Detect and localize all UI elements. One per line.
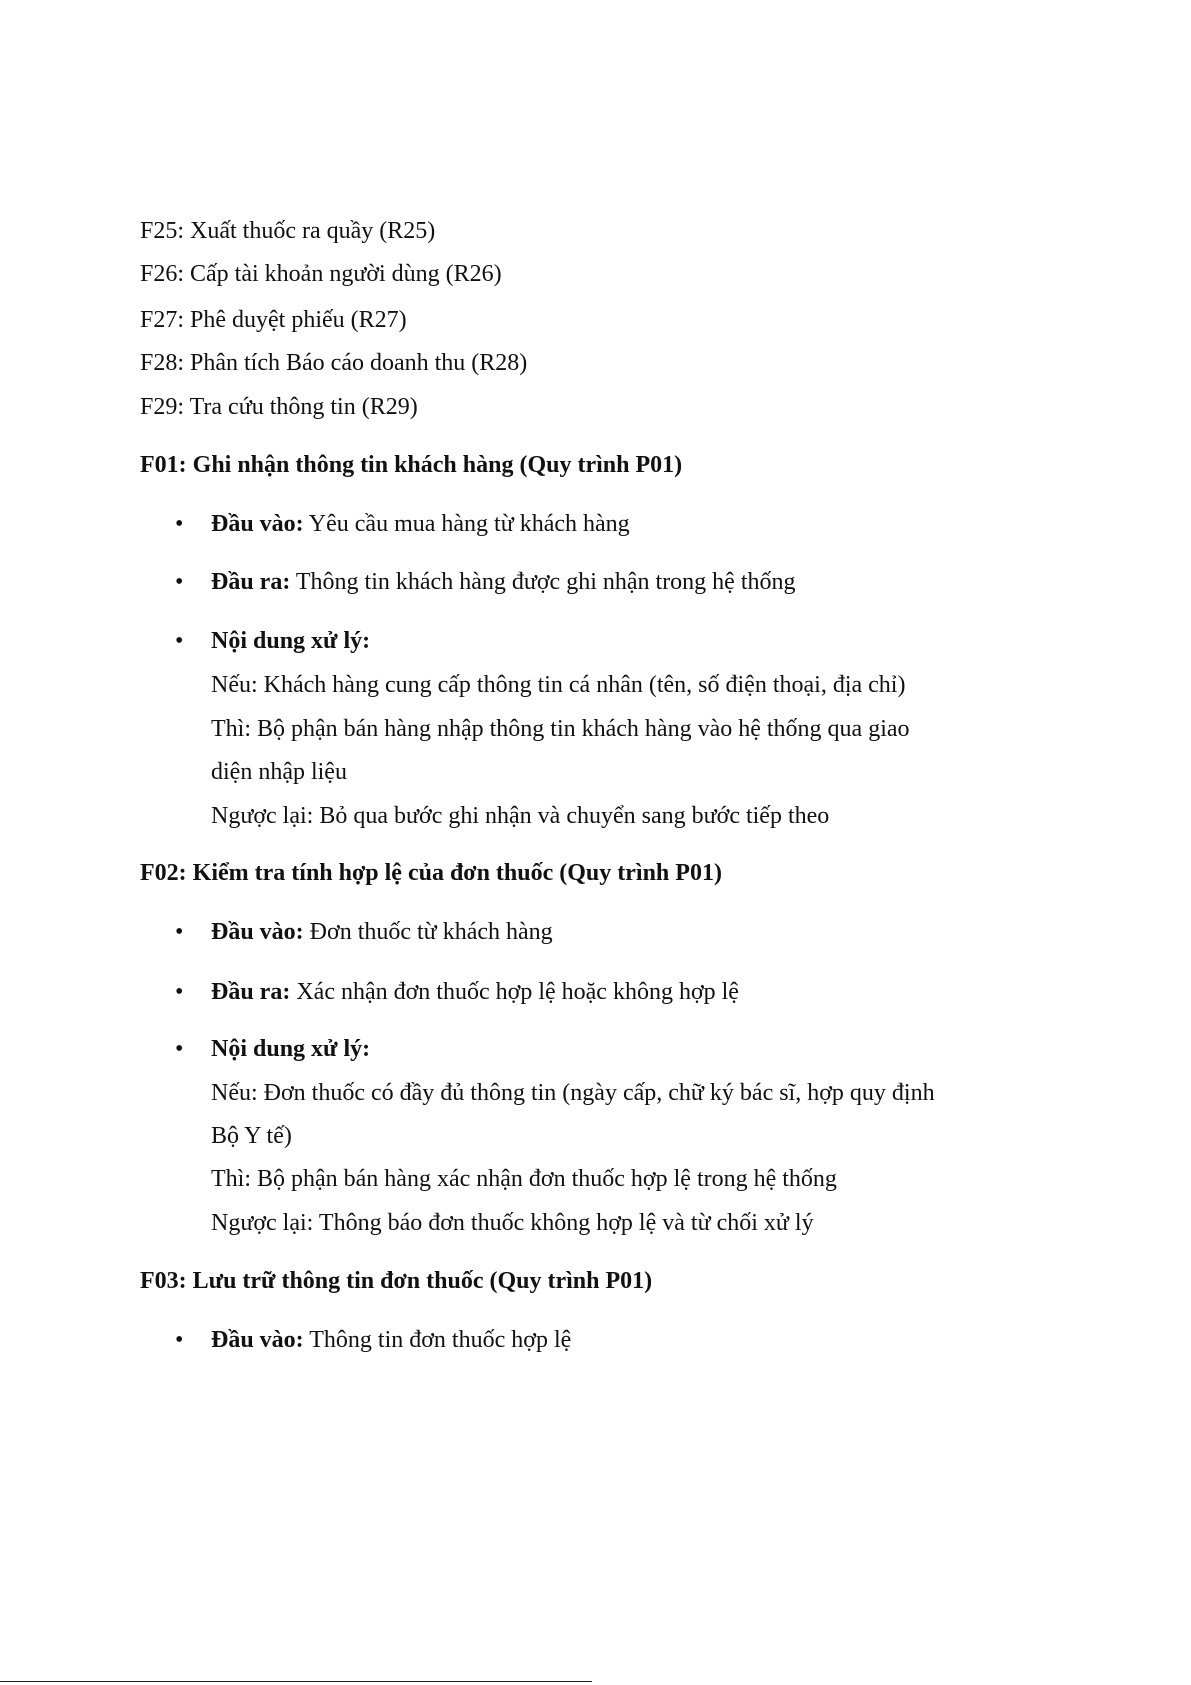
process-label: Nội dung xử lý: <box>211 1036 371 1062</box>
section-heading-f03: F03: Lưu trữ thông tin đơn thuốc (Quy trình P01) <box>140 1268 653 1294</box>
input-text: Đơn thuốc từ khách hàng <box>303 919 553 945</box>
bullet-content <box>211 1325 571 1355</box>
input-text: Thông tin đơn thuốc hợp lệ <box>303 1327 572 1353</box>
page-bottom-rule <box>0 1681 592 1682</box>
bullet-content <box>211 509 630 539</box>
process-line: diện nhập liệu <box>211 759 347 785</box>
input-label: Đầu vào: <box>211 919 304 945</box>
process-label: Nội dung xử lý: <box>211 628 371 654</box>
process-line: Ngược lại: Thông báo đơn thuốc không hợp lệ và từ chối xử lý <box>211 1210 814 1236</box>
process-line: Thì: Bộ phận bán hàng nhập thông tin khách hàng vào hệ thống qua giao <box>211 716 910 742</box>
function-list-item: F25: Xuất thuốc ra quầy (R25) <box>140 218 436 244</box>
bullet-icon: • <box>175 1036 184 1062</box>
bullet-icon: • <box>175 628 184 654</box>
input-text: Yêu cầu mua hàng từ khách hàng <box>303 511 630 537</box>
output-text: Thông tin khách hàng được ghi nhận trong hệ thống <box>290 569 796 595</box>
function-list-item: F27: Phê duyệt phiếu (R27) <box>140 307 407 333</box>
bullet-icon: • <box>175 919 184 945</box>
bullet-content <box>211 567 796 597</box>
function-list-item: F26: Cấp tài khoản người dùng (R26) <box>140 261 502 287</box>
function-list-item: F28: Phân tích Báo cáo doanh thu (R28) <box>140 350 528 376</box>
output-label: Đầu ra: <box>211 569 291 595</box>
input-label: Đầu vào: <box>211 511 304 537</box>
section-heading-f02: F02: Kiểm tra tính hợp lệ của đơn thuốc (Quy trình P01) <box>140 860 722 886</box>
function-list-item: F29: Tra cứu thông tin (R29) <box>140 394 418 420</box>
bullet-icon: • <box>175 511 184 537</box>
input-label: Đầu vào: <box>211 1327 304 1353</box>
bullet-icon: • <box>175 979 184 1005</box>
bullet-icon: • <box>175 1327 184 1353</box>
process-line: Thì: Bộ phận bán hàng xác nhận đơn thuốc hợp lệ trong hệ thống <box>211 1166 837 1192</box>
output-label: Đầu ra: <box>211 979 291 1005</box>
bullet-content <box>211 917 553 947</box>
process-line: Bộ Y tế) <box>211 1123 292 1149</box>
output-text: Xác nhận đơn thuốc hợp lệ hoặc không hợp lệ <box>290 979 739 1005</box>
section-heading-f01: F01: Ghi nhận thông tin khách hàng (Quy trình P01) <box>140 452 683 478</box>
bullet-content <box>211 977 739 1007</box>
process-line: Nếu: Khách hàng cung cấp thông tin cá nhân (tên, số điện thoại, địa chỉ) <box>211 672 906 698</box>
process-line: Ngược lại: Bỏ qua bước ghi nhận và chuyển sang bước tiếp theo <box>211 803 830 829</box>
bullet-icon: • <box>175 569 184 595</box>
process-line: Nếu: Đơn thuốc có đầy đủ thông tin (ngày cấp, chữ ký bác sĩ, hợp quy định <box>211 1080 935 1106</box>
